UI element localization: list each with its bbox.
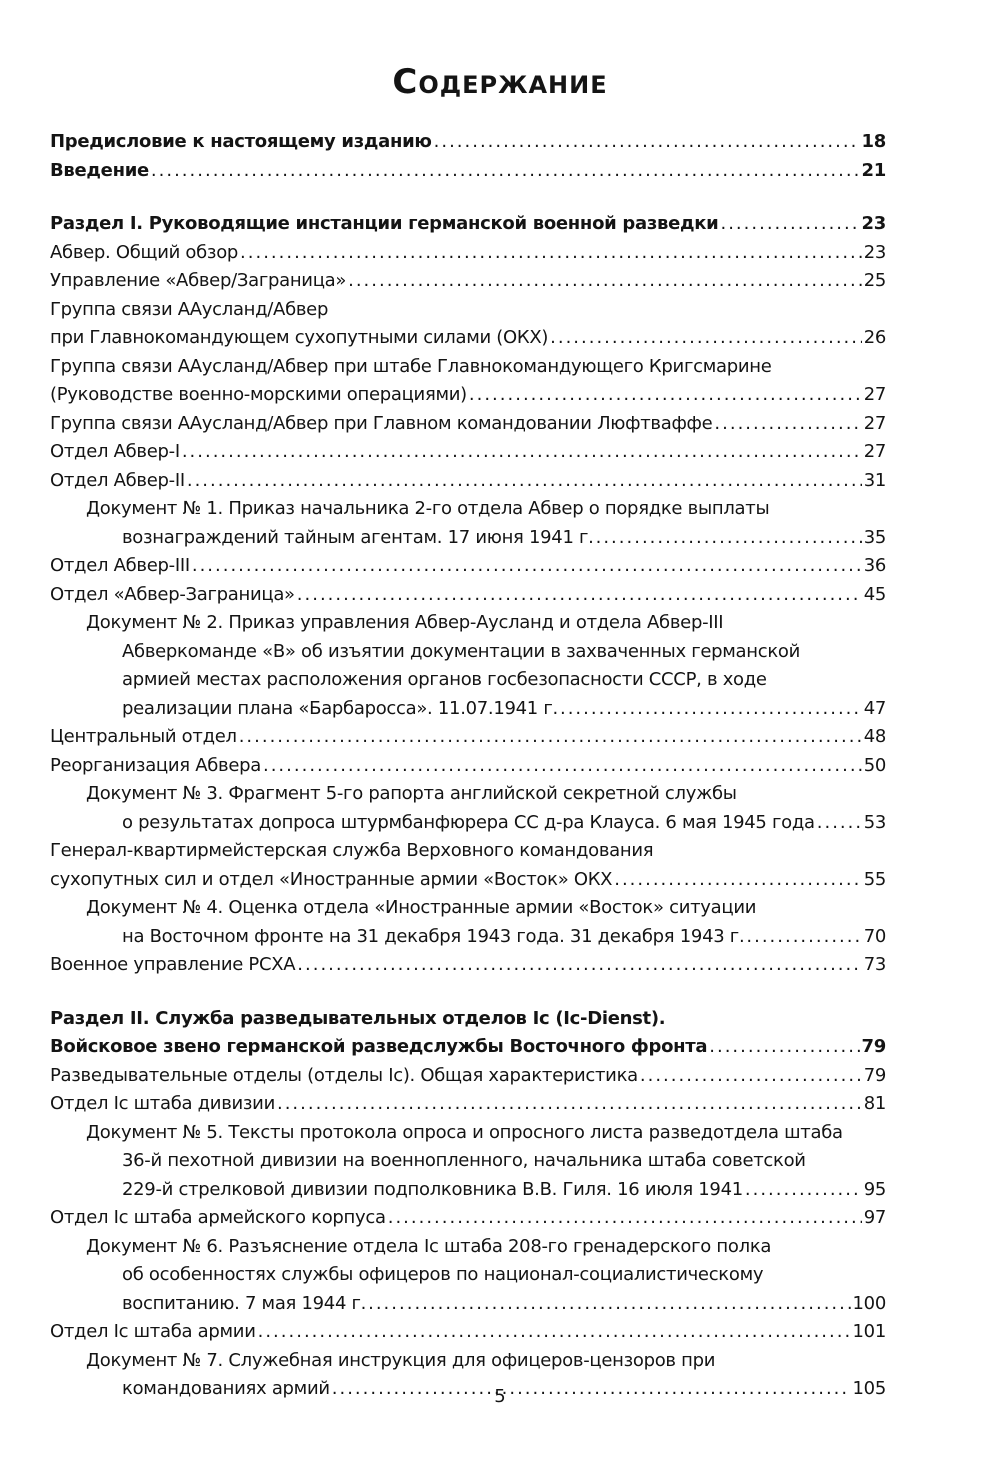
toc-entry [50,581,886,610]
toc-entry-title: Войсковое звено германской разведслужбы Восточного фронта [50,1036,708,1057]
toc-entry [50,1147,886,1176]
dot-leader [469,381,862,410]
toc-entry-title: Введение [50,159,149,181]
dot-leader [720,210,859,239]
toc-entry-title: Документ № 5. Тексты протокола опроса и опросного листа разведотдела штаба [86,1121,843,1143]
toc-entry [50,752,886,781]
toc-entry-page: 53 [863,811,886,833]
toc-entry [50,723,886,752]
toc-entry [50,467,886,496]
toc-entry [50,1119,886,1148]
toc-entry-title: Группа связи ААусланд/Абвер при штабе Главнокомандующего Кригсмарине [50,355,772,377]
toc-entry-title: командованиях армий [122,1378,330,1399]
toc-entry [50,1261,886,1290]
dot-leader [240,239,862,268]
toc-entry [50,157,886,186]
section-gap [50,980,886,1005]
toc-entry-page: 36 [863,555,886,576]
dot-leader [297,581,862,610]
toc-entry [50,809,886,838]
toc-entry [50,923,886,952]
toc-entry-title: Предисловие к настоящему изданию [50,131,432,152]
toc-entry-title: Военное управление РСХА [50,954,296,975]
table-of-contents [50,128,886,1404]
toc-entry [50,951,886,980]
toc-entry-title: Раздел I. Руководящие инстанции германской военной разведки [50,213,719,234]
toc-entry-title: Документ № 1. Приказ начальника 2-го отдела Абвер о порядке выплаты [86,498,770,519]
dot-leader [614,866,861,895]
dot-leader [239,723,862,752]
toc-entry-title: Отдел Абвер-III [50,555,190,576]
toc-entry [50,894,886,923]
toc-entry-page: 23 [863,241,886,263]
toc-entry-page: 101 [852,1321,886,1342]
dot-leader [560,695,862,724]
toc-entry [50,1204,886,1233]
dot-leader [714,410,861,439]
toc-entry-title: Группа связи ААусланд/Абвер при Главном командовании Люфтваффе [50,412,713,434]
dot-leader [388,1204,862,1233]
toc-entry-title: Управление «Абвер/Заграница» [50,270,347,291]
dot-leader [550,324,862,353]
toc-entry-title: о результатах допроса штурмбанфюрера СС д-ра Клауса. 6 мая 1945 года [122,811,815,833]
toc-entry-page: 70 [863,925,886,947]
dot-leader [297,951,861,980]
toc-entry [50,1318,886,1347]
toc-entry [50,524,886,553]
toc-entry-title: Абвер. Общий обзор [50,241,239,263]
toc-entry [50,638,886,667]
toc-entry-page: 35 [863,526,886,548]
dot-leader [182,438,862,467]
toc-entry [50,210,886,239]
toc-entry-title: Документ № 4. Оценка отдела «Иностранные армии «Восток» ситуации [86,897,757,918]
toc-entry-title: Отдел «Абвер-Заграница» [50,583,295,605]
dot-leader [151,157,860,186]
toc-entry-page: 18 [861,131,886,152]
toc-entry-title: на Восточном фронте на 31 декабря 1943 года. 31 декабря 1943 г. [122,925,745,947]
toc-entry-page: 97 [863,1207,886,1228]
dot-leader [709,1033,859,1062]
dot-leader [640,1062,862,1091]
dot-leader [596,524,862,553]
toc-entry [50,866,886,895]
page-number: 5 [494,1386,506,1407]
toc-entry-title: Документ № 6. Разъяснение отдела Ic штаба 208-го гренадерского полка [86,1235,772,1257]
toc-entry-title: 229-й стрелковой дивизии подполковника В.В. Гиля. 16 июля 1941 [122,1178,743,1200]
toc-entry-page: 81 [863,1093,886,1114]
toc-entry [50,267,886,296]
toc-entry-title: реализации плана «Барбаросса». 11.07.1941 г. [122,697,558,719]
toc-entry-title: Реорганизация Абвера [50,754,261,776]
toc-entry-title: Отдел Абвер-II [50,469,185,491]
toc-entry-title: Отдел Абвер-I [50,441,180,462]
toc-entry-title: при Главнокомандующем сухопутными силами (ОКХ) [50,327,549,348]
toc-entry-title: (Руководстве военно-морскими операциями) [50,384,467,405]
toc-entry-title: Отдел Ic штаба дивизии [50,1093,275,1114]
toc-entry-title: вознаграждений тайным агентам. 17 июня 1941 г. [122,526,594,548]
toc-entry-title: Раздел II. Служба разведывательных отделов Ic (Ic-Dienst). [50,1007,666,1029]
toc-entry [50,495,886,524]
toc-entry-title: Документ № 3. Фрагмент 5-го рапорта английской секретной службы [86,783,737,804]
toc-entry [50,410,886,439]
toc-entry [50,1033,886,1062]
toc-entry [50,1233,886,1262]
page-title: Содержание [392,62,608,102]
section-gap [50,185,886,210]
dot-leader [263,752,862,781]
toc-entry-page: 95 [863,1178,886,1200]
toc-entry-page: 21 [861,159,886,181]
toc-entry [50,1005,886,1034]
toc-entry-page: 25 [863,270,886,291]
toc-entry-page: 73 [863,954,886,975]
toc-entry-title: Генерал-квартирмейстерская служба Верховного командования [50,840,654,861]
toc-entry-title: Разведывательные отделы (отделы Ic). Общая характеристика [50,1064,638,1086]
dot-leader [192,552,862,581]
toc-entry-title: Абверкоманде «В» об изъятии документации в захваченных германской [122,640,801,662]
toc-entry [50,128,886,157]
toc-entry [50,666,886,695]
toc-entry [50,296,886,325]
toc-entry [50,438,886,467]
toc-entry-page: 27 [863,384,886,405]
toc-entry-page: 45 [863,583,886,605]
toc-entry-title: 36-й пехотной дивизии на военнопленного, начальника штаба советской [122,1150,806,1171]
toc-entry [50,324,886,353]
dot-leader [277,1090,862,1119]
dot-leader [368,1290,850,1319]
toc-entry [50,552,886,581]
toc-entry [50,353,886,382]
dot-leader [348,267,862,296]
toc-entry [50,1090,886,1119]
toc-entry-title: Группа связи ААусланд/Абвер [50,298,329,320]
dot-leader [817,809,862,838]
toc-entry-title: сухопутных сил и отдел «Иностранные армии «Восток» ОКХ [50,868,613,890]
dot-leader [258,1318,851,1347]
toc-entry-page: 27 [863,441,886,462]
dot-leader [746,923,861,952]
toc-entry-title: Документ № 7. Служебная инструкция для офицеров-цензоров при [86,1349,716,1371]
toc-entry-page: 48 [863,726,886,747]
toc-entry-page: 31 [863,469,886,491]
dot-leader [187,467,862,496]
toc-entry-title: Центральный отдел [50,726,237,747]
dot-leader [434,128,860,157]
toc-entry [50,695,886,724]
toc-entry [50,1176,886,1205]
toc-entry [50,239,886,268]
toc-entry [50,609,886,638]
toc-entry-title: Отдел Ic штаба армии [50,1321,256,1342]
toc-entry-title: армией местах расположения органов госбезопасности СССР, в ходе [122,669,767,690]
toc-entry [50,381,886,410]
toc-entry-page: 26 [863,327,886,348]
toc-entry-page: 23 [861,213,886,234]
toc-entry-page: 100 [852,1292,886,1314]
dot-leader [745,1176,862,1205]
toc-entry-title: об особенностях службы офицеров по национал-социалистическому [122,1264,764,1285]
toc-entry-title: Документ № 2. Приказ управления Абвер-Ауслaнд и отдела Абвер-III [86,612,724,633]
toc-entry-title: Отдел Ic штаба армейского корпуса [50,1207,386,1228]
toc-entry [50,1062,886,1091]
toc-entry [50,780,886,809]
toc-entry-page: 79 [861,1036,886,1057]
toc-entry-page: 79 [863,1064,886,1086]
toc-entry-page: 50 [863,754,886,776]
toc-entry-page: 105 [852,1378,886,1399]
toc-entry-page: 55 [863,868,886,890]
toc-entry-page: 27 [863,412,886,434]
toc-entry [50,837,886,866]
toc-entry [50,1347,886,1376]
toc-entry [50,1290,886,1319]
toc-entry-page: 47 [863,697,886,719]
toc-entry-title: воспитанию. 7 мая 1944 г. [122,1292,367,1314]
